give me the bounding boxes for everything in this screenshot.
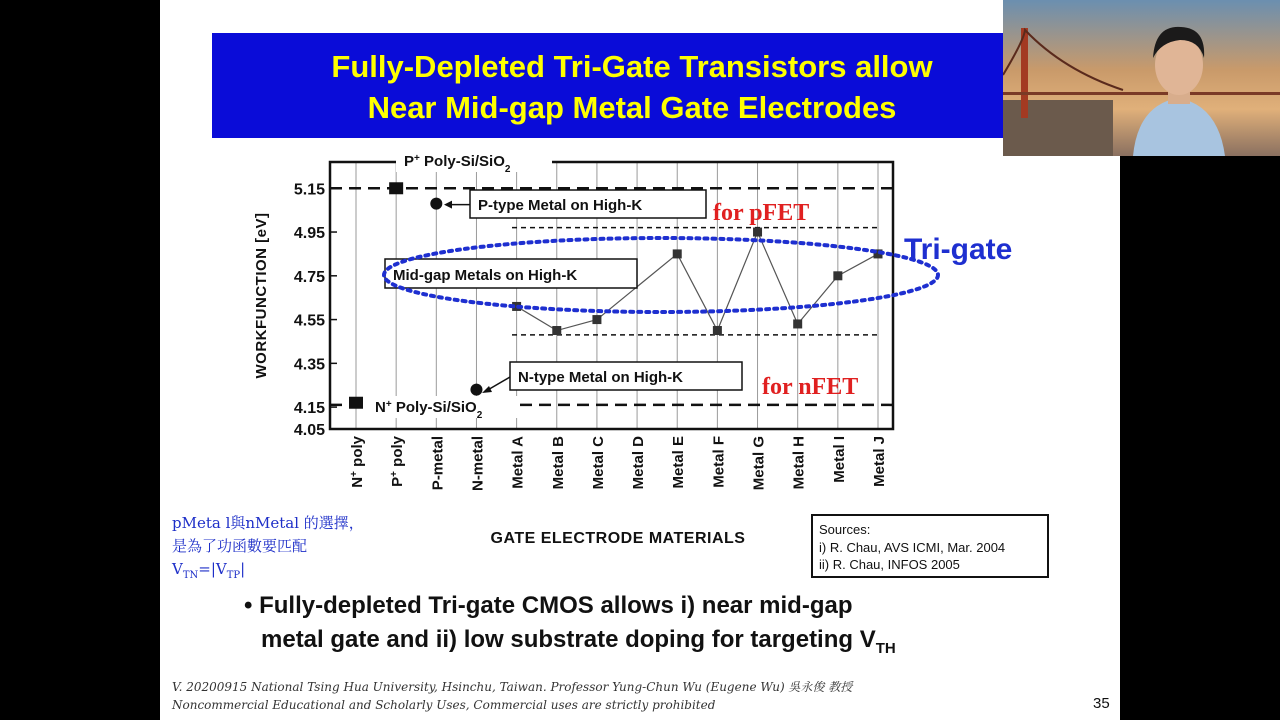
source-1: i) R. Chau, AVS ICMI, Mar. 2004 — [819, 539, 1006, 555]
title-line-2: Near Mid-gap Metal Gate Electrodes — [367, 90, 897, 125]
title-line-1: Fully-Depleted Tri-Gate Transistors allow — [331, 49, 933, 84]
chinese-note — [172, 512, 364, 587]
nfet-label: for nFET — [762, 374, 859, 400]
poly-point — [389, 182, 403, 194]
x-tick-label: Metal J — [871, 436, 888, 487]
sources-box — [811, 514, 1049, 578]
x-tick-label: Metal C — [589, 436, 607, 490]
bullet-line-1: • Fully-depleted Tri-gate CMOS allows i) near mid-gap — [244, 592, 853, 619]
footer-line-2: Noncommercial Educational and Scholarly Uses, Commercial uses are strictly prohibited — [172, 698, 716, 712]
midgap-point — [833, 271, 842, 280]
midgap-point — [713, 326, 722, 335]
x-tick-label: Metal F — [710, 436, 728, 488]
bullet-line-2: metal gate and ii) low substrate doping for targeting $V_{TH}$ — [261, 626, 896, 657]
midgap-point — [673, 249, 682, 258]
x-tick-label: Metal A — [509, 436, 527, 489]
y-tick-label: 4.55 — [293, 312, 325, 330]
midgap-point — [552, 326, 561, 335]
x-tick-label: Metal G — [750, 436, 768, 491]
note-line-1: pMeta l與nMetal 的選擇， — [172, 514, 364, 532]
source-2: ii) R. Chau, INFOS 2005 — [819, 557, 960, 572]
y-tick-label: 4.95 — [293, 225, 325, 243]
y-tick-label: 5.15 — [293, 181, 325, 199]
x-tick-label: Metal H — [790, 436, 808, 490]
y-axis-label: WORKFUNCTION [eV] — [253, 212, 270, 379]
note-line-2: 是為了功函數要匹配 — [172, 537, 308, 555]
bullet-text — [244, 589, 896, 666]
midgap-point — [592, 315, 601, 324]
bridge-deck — [1003, 92, 1280, 95]
hillside — [1003, 100, 1113, 156]
ptype-label: P-type Metal on High-K — [478, 197, 643, 214]
y-tick-label: 4.15 — [293, 400, 325, 418]
y-tick-label: 4.05 — [293, 422, 325, 439]
poly-point — [349, 397, 363, 409]
ptype-arrowhead — [444, 201, 452, 209]
pfet-label: for pFET — [713, 200, 810, 226]
x-tick-label: Metal I — [830, 436, 848, 483]
x-tick-label: N+ poly — [348, 436, 366, 488]
p-poly-label: P+ Poly-Si/SiO$_2$ — [404, 152, 511, 175]
footer-line-1: V. 20200915 National Tsing Hua University, Hsinchu, Taiwan. Professor Yung-Chun Wu (Eugene Wu) 吳永俊 教授 — [172, 680, 853, 694]
midgap-point — [793, 319, 802, 328]
footer — [172, 678, 852, 714]
trigate-label: Tri-gate — [904, 233, 1013, 266]
midgap-point — [753, 228, 762, 237]
x-tick-label: Metal E — [670, 436, 688, 489]
x-tick-label: P-metal — [429, 436, 447, 491]
page-number: 35 — [1093, 695, 1110, 712]
y-tick-label: 4.75 — [293, 268, 325, 286]
webcam-video — [1003, 0, 1280, 156]
note-equation: $V_{TN}=|V_{TP}|$ — [172, 560, 246, 581]
metal-dot — [430, 198, 442, 210]
x-tick-label: P+ poly — [388, 436, 407, 487]
x-axis-label: GATE ELECTRODE MATERIALS — [490, 530, 746, 547]
ntype-arrowhead — [482, 386, 492, 393]
x-tick-label: N-metal — [469, 436, 487, 492]
metal-dot — [470, 384, 482, 396]
n-poly-label: N+ Poly-Si/SiO$_2$ — [375, 398, 483, 421]
midgap-label: Mid-gap Metals on High-K — [393, 267, 578, 284]
sources-title: Sources: — [819, 522, 871, 537]
x-tick-label: Metal D — [630, 436, 648, 490]
x-tick-label: Metal B — [549, 436, 567, 490]
y-tick-label: 4.35 — [293, 356, 325, 374]
ntype-label: N-type Metal on High-K — [518, 369, 683, 386]
